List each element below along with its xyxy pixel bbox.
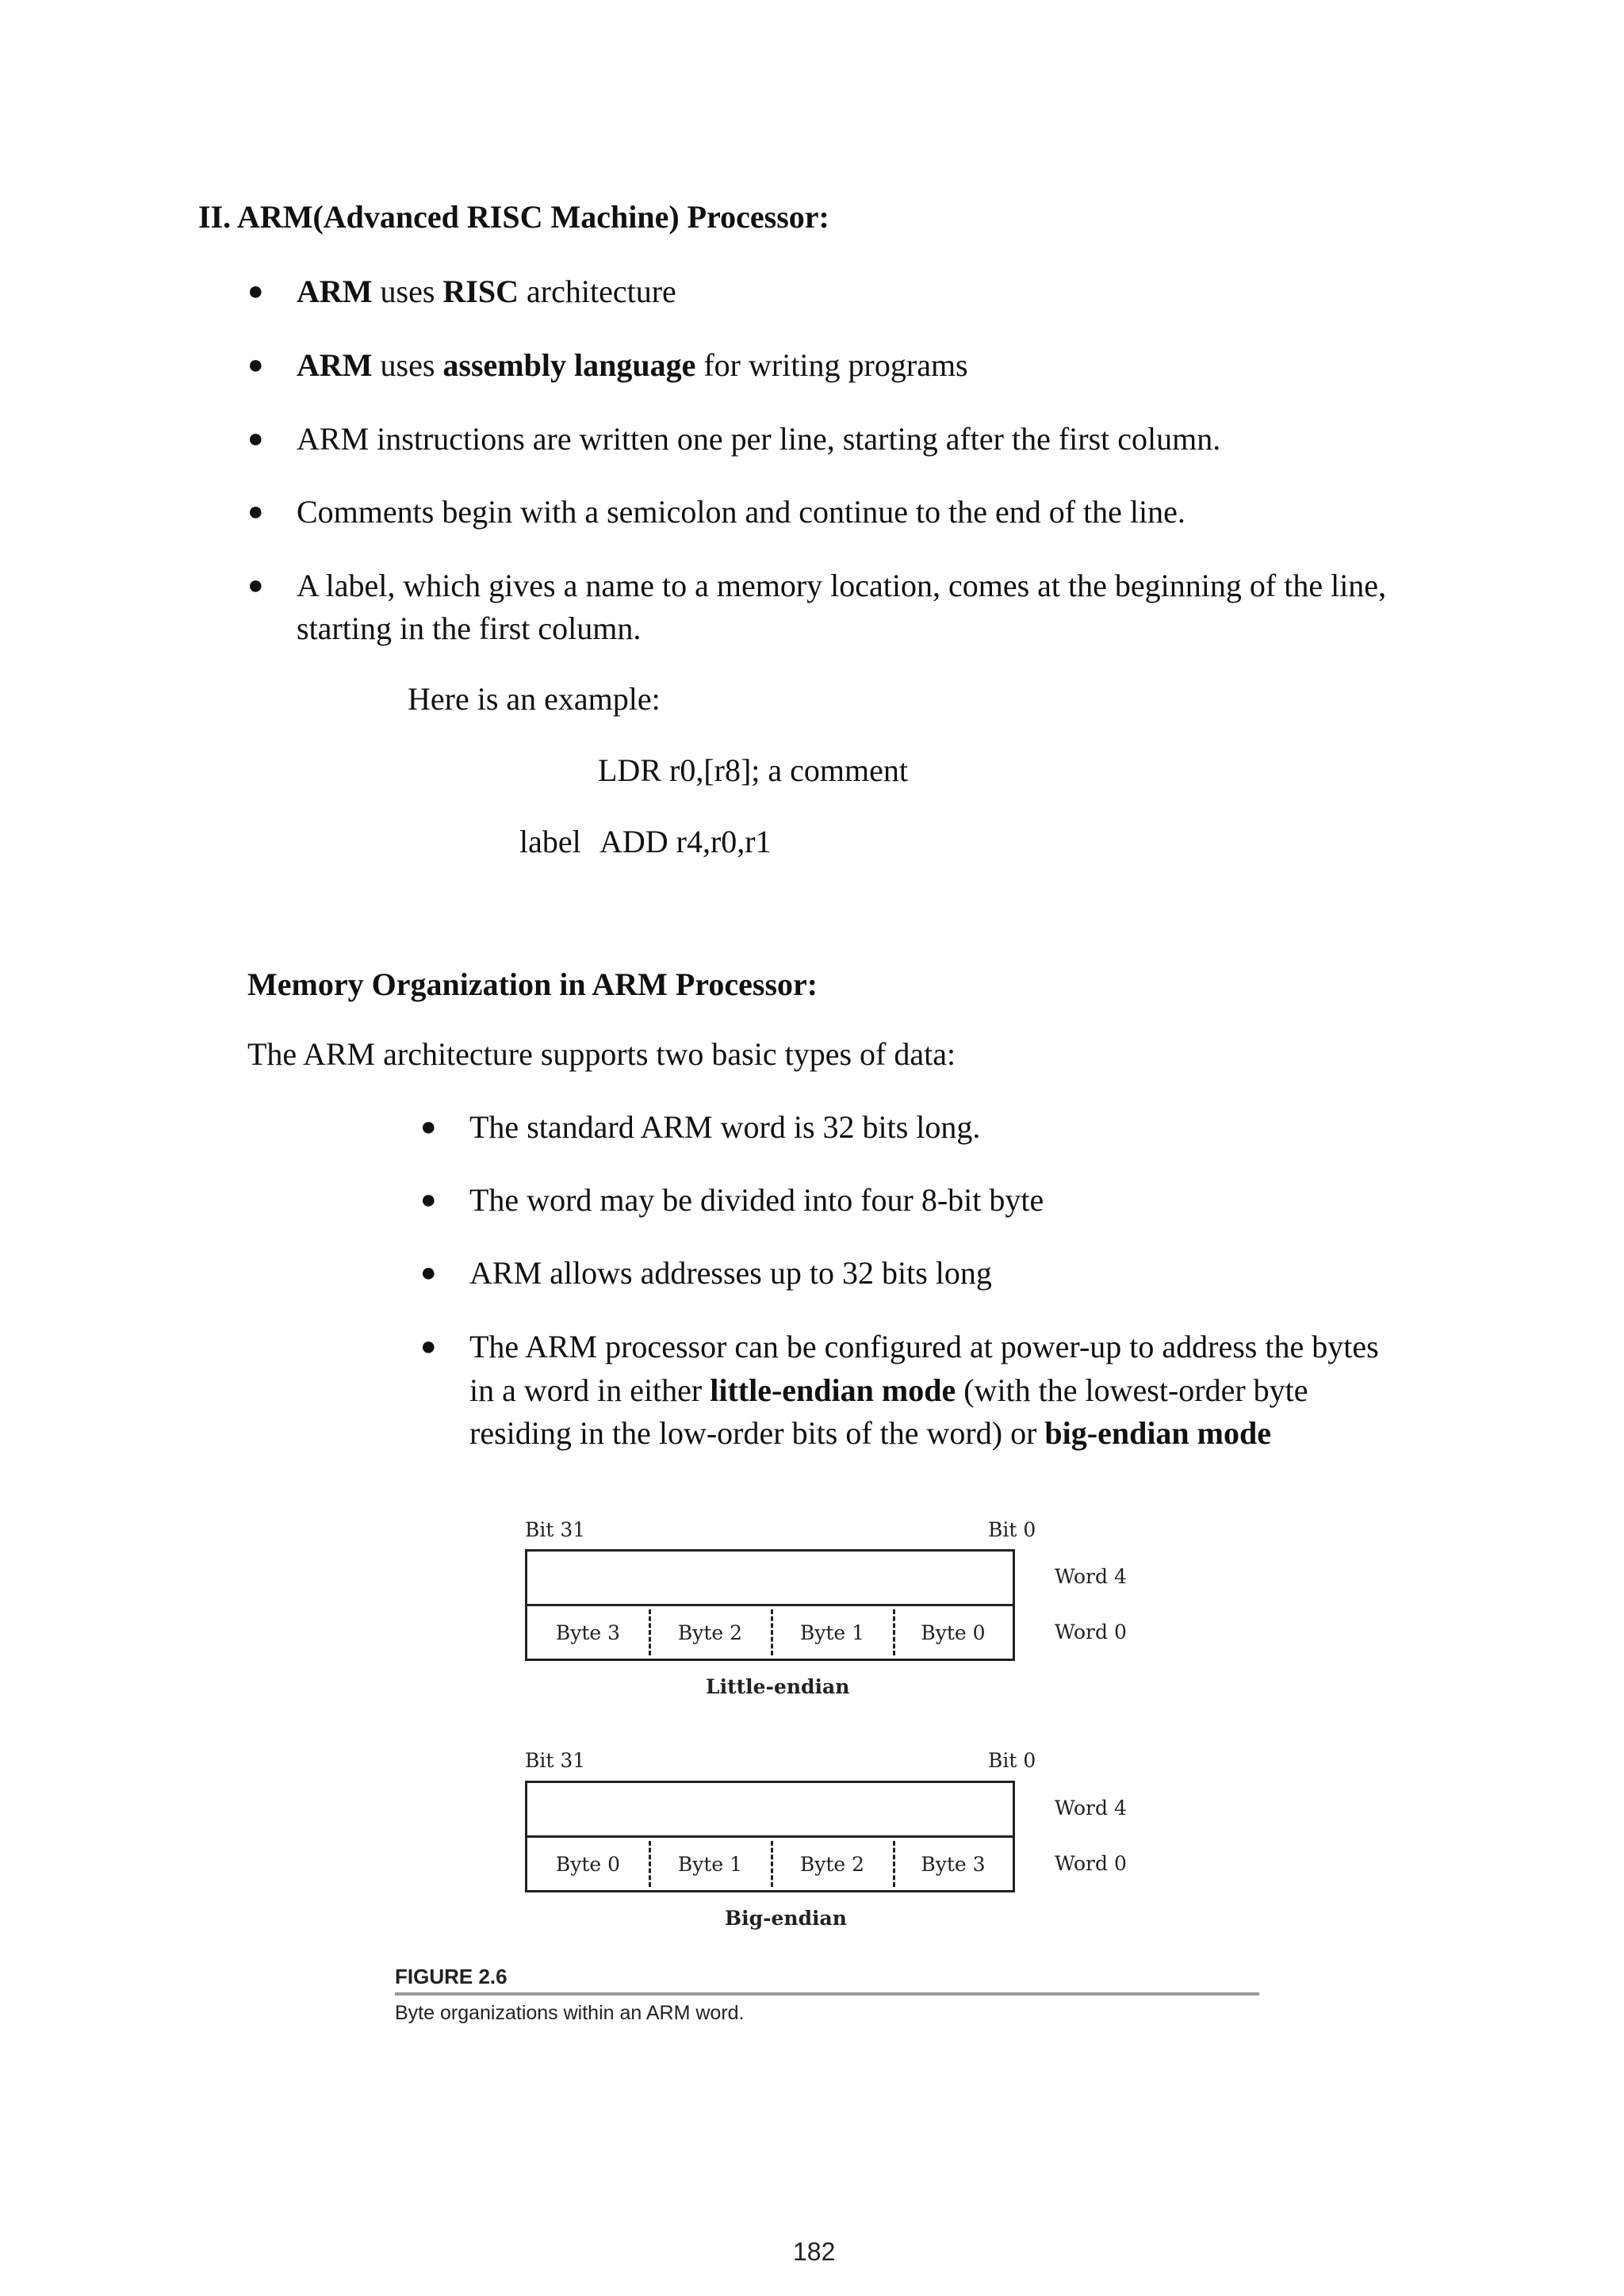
bullet-text: uses <box>372 347 443 383</box>
bullet-item-4: Comments begin with a semicolon and continue to the end of the line. <box>297 494 1185 530</box>
bullet-text: residing in the low-order bits of the word) or <box>469 1415 1045 1451</box>
little-endian-label: Little-endian <box>706 1675 850 1698</box>
big-byte-cell: Byte 0 <box>555 1852 621 1876</box>
example-label: label <box>519 824 581 859</box>
bold-term: big-endian mode <box>1044 1415 1271 1451</box>
figure-caption-text: Byte organizations within an ARM word. <box>395 2002 745 2024</box>
bullet-item-5-line1: A label, which gives a name to a memory location, comes at the beginning of the line, <box>297 568 1387 603</box>
bullet-text: in a word in either <box>469 1372 710 1408</box>
bold-term: little-endian mode <box>710 1372 956 1408</box>
bold-term: assembly language <box>442 347 696 383</box>
little-word0-label: Word 0 <box>1055 1621 1127 1644</box>
memory-intro: The ARM architecture supports two basic types of data: <box>247 1036 956 1072</box>
bold-term: ARM <box>297 274 373 309</box>
bullet-text: for writing programs <box>695 347 968 383</box>
big-byte-cell: Byte 1 <box>677 1852 743 1876</box>
bullet-dot: ● <box>247 350 264 380</box>
memory-bullet-2: The word may be divided into four 8-bit byte <box>469 1182 1044 1218</box>
memory-bullet-3: ARM allows addresses up to 32 bits long <box>469 1255 992 1291</box>
bullet-item-2 <box>297 346 968 385</box>
example-code-line-1: LDR r0,[r8]; a comment <box>598 752 908 788</box>
bullet-item-3: ARM instructions are written one per line, starting after the first column. <box>297 421 1221 457</box>
big-word0-box <box>525 1835 1015 1892</box>
bold-term: ARM <box>297 347 373 383</box>
little-byte-cell: Byte 0 <box>921 1621 986 1644</box>
little-byte-cell: Byte 1 <box>799 1621 865 1644</box>
big-byte-cell: Byte 3 <box>921 1852 986 1876</box>
little-byte-cell: Byte 3 <box>555 1621 621 1644</box>
bold-term: RISC <box>442 274 519 309</box>
memory-bullet-4-line2 <box>469 1372 1308 1410</box>
bullet-dot: ● <box>420 1185 437 1215</box>
memory-heading: Memory Organization in ARM Processor: <box>247 966 818 1002</box>
caption-rule <box>395 1992 1259 1996</box>
bullet-text: uses <box>372 274 443 309</box>
bullet-dot: ● <box>247 571 264 600</box>
memory-bullet-1: The standard ARM word is 32 bits long. <box>469 1109 981 1145</box>
bullet-dot: ● <box>247 497 264 526</box>
page-number: 182 <box>793 2237 836 2266</box>
bullet-dot: ● <box>247 424 264 453</box>
little-byte-cell: Byte 2 <box>677 1621 743 1644</box>
big-word4-label: Word 4 <box>1055 1797 1127 1820</box>
example-code-line-2: ADD r4,r0,r1 <box>599 824 772 859</box>
little-bit0-label: Bit 0 <box>988 1518 1036 1541</box>
bullet-dot: ● <box>420 1332 437 1361</box>
big-word0-label: Word 0 <box>1055 1852 1127 1875</box>
bullet-text: (with the lowest-order byte <box>956 1372 1308 1408</box>
big-bit31-label: Bit 31 <box>525 1749 586 1772</box>
bullet-dot: ● <box>420 1112 437 1142</box>
memory-bullet-4-line1: The ARM processor can be configured at power-up to address the bytes <box>469 1329 1379 1364</box>
big-byte-cell: Byte 2 <box>799 1852 865 1876</box>
bullet-dot: ● <box>420 1258 437 1288</box>
little-bit31-label: Bit 31 <box>525 1518 586 1541</box>
bullet-text: architecture <box>519 274 676 309</box>
bullet-item-5-line2: starting in the first column. <box>297 610 642 646</box>
memory-bullet-4-line3 <box>469 1414 1271 1452</box>
big-word4-box <box>525 1781 1015 1838</box>
big-endian-label: Big-endian <box>725 1907 847 1930</box>
little-word4-box <box>525 1549 1015 1606</box>
little-word4-label: Word 4 <box>1055 1565 1127 1588</box>
bullet-item-1 <box>297 273 676 311</box>
bullet-dot: ● <box>247 277 264 306</box>
example-intro: Here is an example: <box>408 681 661 717</box>
big-bit0-label: Bit 0 <box>988 1749 1036 1772</box>
section-heading: II. ARM(Advanced RISC Machine) Processor: <box>198 199 829 235</box>
figure-caption-title: FIGURE 2.6 <box>395 1965 508 1988</box>
little-word0-box <box>525 1604 1015 1661</box>
